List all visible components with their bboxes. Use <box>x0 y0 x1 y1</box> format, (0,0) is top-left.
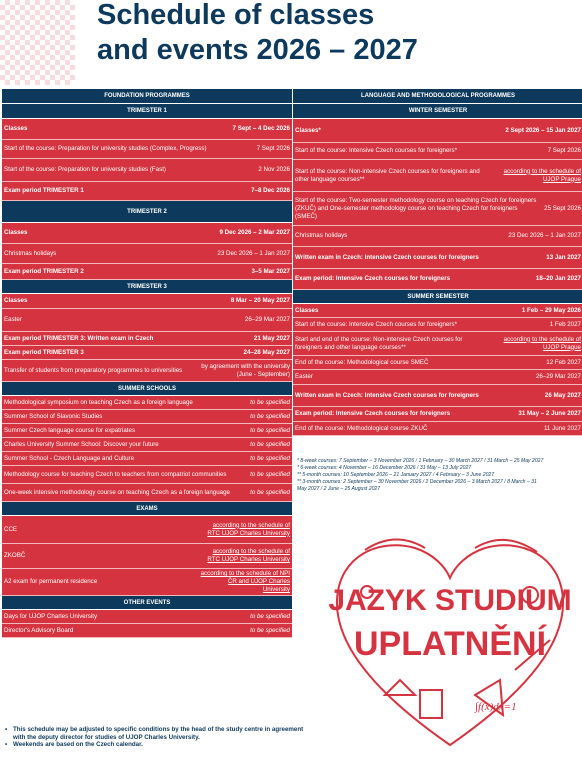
schedule-row <box>2 569 292 596</box>
schedule-link[interactable]: according to the schedule of NPI ČR and UJOP Charles University <box>200 570 290 593</box>
row-date: 26–29 Mar 2027 <box>535 373 581 380</box>
section-header: SUMMER SEMESTER <box>293 290 582 304</box>
schedule-row <box>2 516 292 544</box>
schedule-row <box>2 223 292 244</box>
schedule-row <box>293 356 582 370</box>
row-date: 2 Nov 2026 <box>258 166 290 173</box>
language-programmes-table <box>293 89 582 436</box>
schedule-row <box>2 182 292 201</box>
row-label: ZKOBČ <box>4 552 26 559</box>
row-date: 23 Dec 2026 – 1 Jan 2027 <box>508 232 581 239</box>
row-label: Start and end of the course: Non-intensive Czech courses for foreigners and other language courses** <box>295 335 463 351</box>
row-date: to be specified <box>250 398 290 406</box>
row-label: Classes <box>295 306 319 314</box>
footnote: * 8-week courses: 7 September – 3 November 2026 / 1 February – 30 March 2027 / 31 March – 25 May 2027 <box>297 458 544 464</box>
schedule-link[interactable]: according to the schedule of RTC UJOP Charles University <box>207 521 290 537</box>
row-date: 7 Sept – 4 Dec 2026 <box>232 125 290 132</box>
footnote: ** 3-month courses: 2 September – 30 November 2026 / 2 December 2026 – 3 March 2027 / 8 March – 31 <box>297 479 537 485</box>
logo-line-1: JAZYK STUDIUM <box>328 584 572 617</box>
schedule-row <box>293 143 582 160</box>
schedule-row <box>293 370 582 385</box>
schedule-row <box>2 544 292 569</box>
section-header: TRIMESTER 2 <box>2 201 292 223</box>
row-date: 26 May 2027 <box>544 391 581 399</box>
row-date: to be specified <box>250 612 290 620</box>
row-label: Transfer of students from preparatory programmes to universities <box>4 366 183 374</box>
row-label: Start of the course: Intensive Czech courses for foreigners* <box>295 320 457 328</box>
row-label: Written exam in Czech: Intensive Czech courses for foreigners <box>295 391 479 399</box>
schedule-row <box>293 385 582 407</box>
schedule-row <box>2 140 292 159</box>
schedule-row <box>293 119 582 143</box>
logo-formula: ∫f(x)dx=1 <box>475 701 517 713</box>
row-label: Exam period: Intensive Czech courses for foreigners <box>295 275 451 282</box>
row-date: to be specified <box>250 488 290 496</box>
row-label: Start of the course: Two-semester methodology course on teaching Czech for foreigners (ZKUČ) and One-semester methodology course on teaching Czech for foreigners (SMEČ) <box>295 196 537 220</box>
row-label: Christmas holidays <box>295 232 348 239</box>
footer-note: • This schedule may be adjusted to specific conditions by the head of the study centre in agreement with the deputy director for studies of UJOP Charles University. <box>4 726 304 741</box>
row-date: to be specified <box>250 426 290 434</box>
row-label: Exam period TRIMESTER 3 <box>4 348 84 356</box>
row-label: Methodology course for teaching Czech to teachers from compatriot communities <box>4 470 227 478</box>
row-date: 1 Feb 2027 <box>549 320 581 328</box>
schedule-row <box>2 332 292 346</box>
row-label: Exam period: Intensive Czech courses for foreigners <box>295 410 451 417</box>
row-date: 21 May 2027 <box>253 334 290 342</box>
row-date: 3–5 Mar 2027 <box>251 267 290 275</box>
row-date: 13 Jan 2027 <box>546 253 581 261</box>
row-label: Start of the course: Non-intensive Czech courses for foreigners and other language courses** <box>295 167 480 183</box>
footnote: * 6-week courses: 4 November – 16 December 2026 / 31 May – 13 July 2027 <box>297 465 472 471</box>
row-date: 26–29 Mar 2027 <box>244 316 290 323</box>
row-label: Start of the course: Preparation for university studies (Complex, Progress) <box>4 145 207 152</box>
row-date: 2 Sept 2026 – 15 Jan 2027 <box>505 126 581 134</box>
section-header: WINTER SEMESTER <box>293 104 582 119</box>
row-date: 25 Sept 2026 <box>544 204 581 212</box>
row-label: Start of the course: Intensive Czech courses for foreigners* <box>295 147 457 154</box>
schedule-row <box>2 410 292 424</box>
foundation-programmes-table <box>2 89 292 638</box>
schedule-row <box>2 159 292 182</box>
schedule-row <box>293 160 582 192</box>
schedule-link[interactable]: according to the schedule of RTC UJOP Charles University <box>207 548 290 563</box>
row-label: Charles University Summer School: Discover your future <box>4 440 159 448</box>
schedule-link[interactable]: according to the schedule of UJOP Prague <box>503 335 581 351</box>
schedule-row <box>293 304 582 318</box>
table-heading: FOUNDATION PROGRAMMES <box>2 89 292 104</box>
row-date: 8 Mar – 20 May 2027 <box>230 297 290 304</box>
schedule-row <box>2 264 292 280</box>
section-header: TRIMESTER 1 <box>2 104 292 119</box>
section-header: OTHER EVENTS <box>2 596 292 610</box>
row-label: Days for UJOP Charles University <box>4 612 98 620</box>
schedule-row <box>2 396 292 410</box>
footer-notes <box>4 726 304 749</box>
row-date: to be specified <box>250 440 290 448</box>
row-label: End of the course: Methodological course ZKUČ <box>295 424 428 432</box>
row-label: Start of the course: Preparation for university studies (Fast) <box>4 166 166 173</box>
row-label: Exam period TRIMESTER 1 <box>4 187 84 194</box>
title-line-2: and events 2026 – 2027 <box>97 34 418 66</box>
schedule-row <box>2 424 292 438</box>
row-label: Summer School - Czech Language and Culture <box>4 454 135 462</box>
row-date: to be specified <box>250 470 290 478</box>
schedule-row <box>2 346 292 360</box>
footer-note: • Weekends are based on the Czech calendar. <box>4 741 304 749</box>
schedule-link[interactable]: according to the schedule of UJOP Prague <box>503 167 581 183</box>
row-label: Summer Czech language course for expatriates <box>4 426 136 434</box>
jazyk-studium-logo <box>325 530 575 755</box>
footnote: May 2027 / 2 June – 25 August 2027 <box>297 486 381 492</box>
row-date: 9 Dec 2026 – 2 Mar 2027 <box>219 229 290 236</box>
row-label: Christmas holidays <box>4 249 57 257</box>
row-label: Exam period TRIMESTER 3: Written exam in Czech <box>4 334 154 342</box>
row-label: CCE <box>4 525 18 533</box>
row-label: A2 exam for permanent residence <box>4 578 98 585</box>
row-label: Summer School of Slavonic Studies <box>4 412 103 420</box>
schedule-row <box>2 624 292 638</box>
row-date: 24–28 May 2027 <box>243 348 290 356</box>
schedule-row <box>293 269 582 290</box>
row-date: to be specified <box>250 626 290 634</box>
schedule-row <box>2 119 292 140</box>
schedule-row <box>2 452 292 466</box>
row-label: Exam period TRIMESTER 2 <box>4 267 84 275</box>
row-label: Classes <box>4 297 28 304</box>
schedule-row <box>2 438 292 452</box>
schedule-row <box>2 360 292 382</box>
title-line-1: Schedule of classes <box>97 0 375 31</box>
section-header: EXAMS <box>2 502 292 516</box>
decorative-pattern <box>0 0 75 85</box>
row-date: to be specified <box>250 412 290 420</box>
table-heading: LANGUAGE AND METHODOLOGICAL PROGRAMMES <box>293 89 582 104</box>
page-title <box>97 0 418 68</box>
schedule-row <box>2 244 292 264</box>
section-header: SUMMER SCHOOLS <box>2 382 292 396</box>
section-header: TRIMESTER 3 <box>2 280 292 294</box>
row-date: 12 Feb 2027 <box>546 358 581 366</box>
row-label: Director's Advisory Board <box>4 626 74 634</box>
row-label: Easter <box>295 373 313 380</box>
schedule-row <box>293 247 582 269</box>
footnote: ** 5-month courses: 10 September 2026 – 21 January 2027 / 4 February – 3 June 2027 <box>297 472 495 478</box>
row-date: 18–20 Jan 2027 <box>535 275 581 282</box>
row-label: Classes* <box>295 126 321 134</box>
schedule-row <box>293 192 582 226</box>
row-date: by agreement with the university (June - September) <box>201 362 290 378</box>
row-label: Methodological symposium on teaching Czech as a foreign language <box>4 398 193 406</box>
row-date: 1 Feb – 29 May 2026 <box>521 306 581 314</box>
row-date: 31 May – 2 June 2027 <box>518 410 581 417</box>
row-date: 7 Sept 2026 <box>256 145 290 152</box>
schedule-row <box>2 484 292 502</box>
row-label: Easter <box>4 316 22 323</box>
row-label: Classes <box>4 229 28 236</box>
row-label: End of the course: Methodological course SMEČ <box>295 358 429 366</box>
row-label: Written exam in Czech: Intensive Czech courses for foreigners <box>295 253 479 261</box>
row-label: Classes <box>4 125 28 132</box>
schedule-row <box>2 294 292 309</box>
schedule-row <box>293 422 582 436</box>
schedule-row <box>293 226 582 247</box>
schedule-row <box>2 309 292 332</box>
row-date: 7 Sept 2026 <box>547 147 581 154</box>
row-date: to be specified <box>250 454 290 462</box>
schedule-row <box>293 318 582 332</box>
schedule-row <box>2 610 292 624</box>
row-date: 7–8 Dec 2026 <box>251 187 290 194</box>
schedule-row <box>293 407 582 422</box>
row-date: 11 June 2027 <box>543 424 581 432</box>
logo-line-2: UPLATNĚNÍ <box>353 625 547 663</box>
schedule-row <box>293 332 582 356</box>
footnotes <box>297 458 580 493</box>
row-label: One-week intensive methodology course on teaching Czech as a foreign language <box>4 488 230 496</box>
row-date: 23 Dec 2026 – 1 Jan 2027 <box>217 249 290 257</box>
schedule-row <box>2 466 292 484</box>
